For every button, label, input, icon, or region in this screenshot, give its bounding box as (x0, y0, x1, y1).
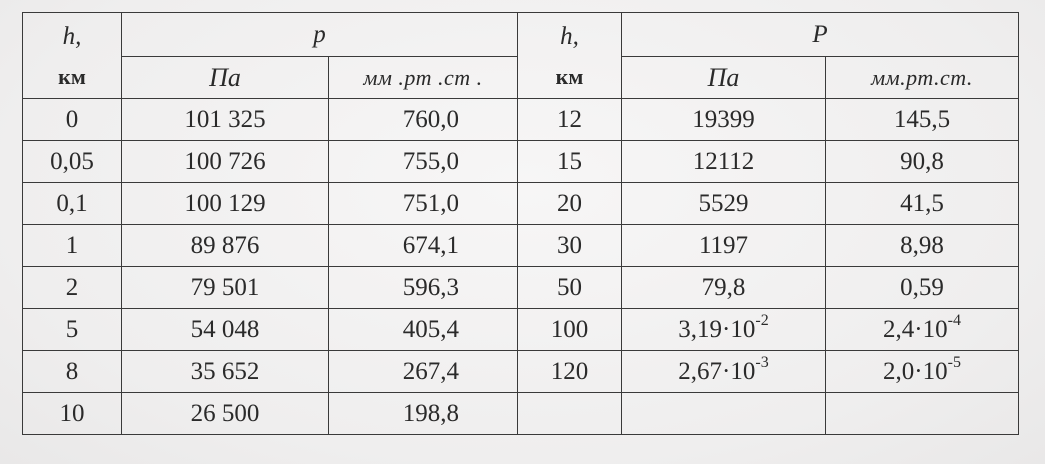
cell-pa-right (622, 393, 826, 435)
header-h-right-unit: км (555, 63, 584, 89)
cell-h-right: 100 (518, 309, 622, 351)
cell-h-left: 5 (23, 309, 122, 351)
table-row (23, 183, 1019, 225)
cell-pa-right: 1197 (622, 225, 826, 267)
cell-mm-right: 8,98 (826, 225, 1019, 267)
cell-mm-left: 755,0 (329, 141, 518, 183)
cell-mm-left: 674,1 (329, 225, 518, 267)
cell-pa-right-exponent: -2 (755, 311, 769, 329)
cell-pa-left: 35 652 (122, 351, 329, 393)
cell-mm-right-base: 2,4·10 (883, 316, 948, 343)
table-row (23, 309, 1019, 351)
cell-mm-right (826, 309, 1019, 351)
cell-pa-left: 26 500 (122, 393, 329, 435)
cell-mm-right: 145,5 (826, 99, 1019, 141)
cell-pa-left: 79 501 (122, 267, 329, 309)
cell-mm-left: 596,3 (329, 267, 518, 309)
cell-mm-left: 760,0 (329, 99, 518, 141)
header-p-right: P (622, 13, 1019, 57)
header-unit-pa-left: Па (122, 57, 329, 99)
cell-h-right: 50 (518, 267, 622, 309)
cell-pa-right (622, 351, 826, 393)
table-row (23, 225, 1019, 267)
cell-h-left: 2 (23, 267, 122, 309)
cell-mm-right-base: 2,0·10 (883, 358, 948, 385)
header-h-right-symbol: h, (560, 22, 579, 50)
cell-pa-left: 101 325 (122, 99, 329, 141)
cell-mm-right-exponent: -4 (947, 311, 961, 329)
cell-pa-right-base: 2,67·10 (678, 358, 756, 385)
cell-pa-right (622, 309, 826, 351)
cell-h-right: 12 (518, 99, 622, 141)
header-unit-mm-right: мм.рт.ст. (826, 57, 1019, 99)
cell-pa-left: 89 876 (122, 225, 329, 267)
cell-h-left: 1 (23, 225, 122, 267)
cell-mm-right: 41,5 (826, 183, 1019, 225)
pressure-altitude-table (22, 12, 1019, 435)
cell-pa-right-base: 3,19·10 (678, 316, 756, 343)
header-unit-mm-left: мм .рт .ст . (329, 57, 518, 99)
header-h-left-symbol: h, (62, 22, 82, 50)
cell-pa-right: 5529 (622, 183, 826, 225)
table-row (23, 351, 1019, 393)
cell-pa-right-exponent: -3 (755, 353, 769, 371)
cell-h-left: 8 (23, 351, 122, 393)
table-row (23, 267, 1019, 309)
table-row (23, 99, 1019, 141)
table-row (23, 141, 1019, 183)
cell-pa-right: 12112 (622, 141, 826, 183)
cell-pa-left: 100 129 (122, 183, 329, 225)
cell-mm-right-exponent: -5 (947, 353, 961, 371)
header-h-left (23, 13, 122, 99)
header-unit-pa-right: Па (622, 57, 826, 99)
cell-mm-right: 0,59 (826, 267, 1019, 309)
table-row (23, 393, 1019, 435)
cell-h-right: 30 (518, 225, 622, 267)
cell-h-left: 0,1 (23, 183, 122, 225)
cell-mm-left: 198,8 (329, 393, 518, 435)
cell-mm-left: 405,4 (329, 309, 518, 351)
header-p-left: p (122, 13, 518, 57)
header-h-left-unit: км (58, 63, 86, 89)
header-row-1 (23, 13, 1019, 57)
cell-h-right (518, 393, 622, 435)
cell-h-left: 0,05 (23, 141, 122, 183)
cell-mm-right (826, 351, 1019, 393)
cell-h-right: 20 (518, 183, 622, 225)
cell-mm-left: 751,0 (329, 183, 518, 225)
cell-pa-right: 19399 (622, 99, 826, 141)
cell-h-right: 120 (518, 351, 622, 393)
cell-mm-right: 90,8 (826, 141, 1019, 183)
cell-pa-left: 100 726 (122, 141, 329, 183)
cell-pa-left: 54 048 (122, 309, 329, 351)
cell-mm-right (826, 393, 1019, 435)
header-h-right (518, 13, 622, 99)
cell-h-left: 0 (23, 99, 122, 141)
cell-mm-left: 267,4 (329, 351, 518, 393)
cell-h-left: 10 (23, 393, 122, 435)
cell-h-right: 15 (518, 141, 622, 183)
cell-pa-right: 79,8 (622, 267, 826, 309)
